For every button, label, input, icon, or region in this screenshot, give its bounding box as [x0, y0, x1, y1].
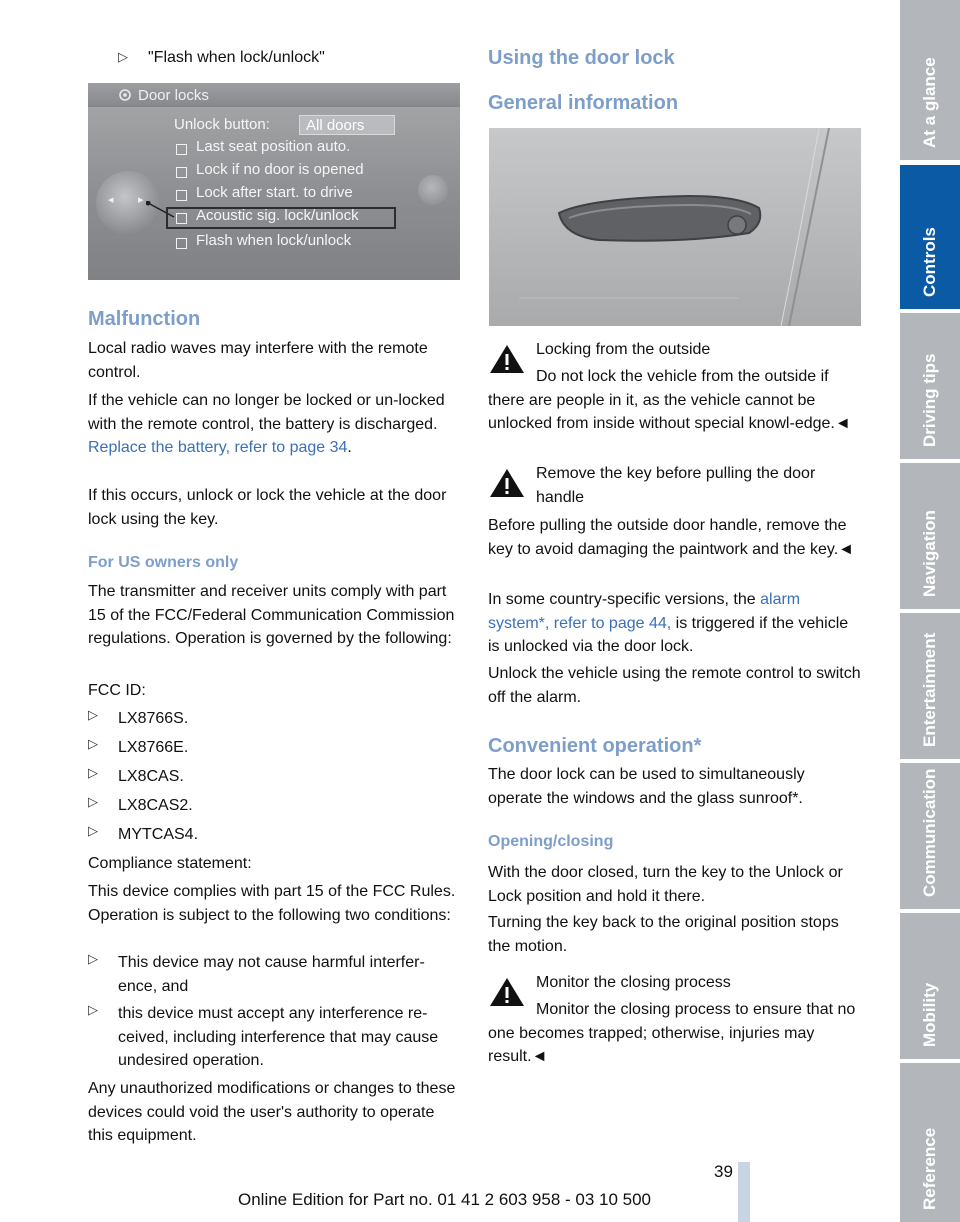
footer-text: Online Edition for Part no. 01 41 2 603 958 - 03 10 500	[238, 1190, 652, 1209]
option-label: Acoustic sig. lock/unlock	[196, 207, 359, 224]
warning-title: Remove the key before pulling the door handle	[536, 465, 816, 506]
settings-tools-icon	[118, 88, 132, 102]
subsection-heading: General information	[488, 92, 679, 114]
page-number-bar	[738, 1162, 750, 1222]
paragraph: In some country-specific versions, the alarm system*, refer to page 44, is triggered if the vehicle is unlocked via the door lock.	[488, 591, 849, 655]
option-label: Lock after start. to drive	[196, 184, 353, 201]
tab-reference[interactable]: Reference	[900, 1063, 960, 1222]
warning-title: Locking from the outside	[536, 341, 711, 358]
option-label: Lock if no door is opened	[196, 161, 364, 178]
paragraph: The door lock can be used to simultaneously operate the windows and the glass sunroof*.	[488, 766, 805, 807]
alarm-system-link[interactable]: alarm system*, refer to page 44,	[488, 591, 801, 632]
tab-entertainment[interactable]: Entertainment	[900, 613, 960, 759]
unlock-button-label: Unlock button:	[174, 116, 270, 133]
warning-text: Before pulling the outside door handle, remove the key to avoid damaging the paintwork and the key.◄	[488, 517, 854, 558]
tab-navigation[interactable]: Navigation	[900, 463, 960, 609]
paragraph: Turning the key back to the original position stops the motion.	[488, 914, 839, 955]
warning-triangle-icon	[488, 467, 526, 501]
section-heading: Using the door lock	[488, 47, 675, 69]
subsection-heading: Opening/closing	[488, 833, 614, 850]
bullet-triangle-icon: ▷	[88, 736, 98, 751]
tab-mobility[interactable]: Mobility	[900, 913, 960, 1059]
bullet-triangle-icon: ▷	[88, 823, 98, 838]
paragraph: Unlock the vehicle using the remote control to switch off the alarm.	[488, 665, 861, 706]
tab-at-a-glance[interactable]: At a glance	[900, 0, 960, 160]
screen-title: Door locks	[138, 87, 209, 104]
compliance-label: Compliance statement:	[88, 855, 252, 872]
checkbox[interactable]	[176, 190, 187, 201]
page-number: 39	[714, 1162, 733, 1181]
checkbox[interactable]	[176, 167, 187, 178]
tab-controls[interactable]: Controls	[900, 165, 960, 309]
list-item: ▷ This device may not cause harmful interfer-ence, and	[88, 951, 425, 995]
tab-driving-tips[interactable]: Driving tips	[900, 313, 960, 459]
list-item: ▷ LX8CAS.	[88, 765, 184, 785]
option-button-icon	[418, 175, 448, 205]
option-label: Last seat position auto.	[196, 138, 351, 155]
door-locks-screen-image	[88, 83, 460, 280]
option-label: Flash when lock/unlock	[196, 232, 352, 249]
door-handle-image	[489, 128, 861, 326]
checkbox[interactable]	[176, 144, 187, 155]
list-item: ▷ LX8CAS2.	[88, 794, 193, 814]
list-item: ▷ LX8766S.	[88, 707, 189, 727]
bullet-triangle-icon: ▷	[118, 49, 128, 64]
list-item: ▷ LX8766E.	[88, 736, 189, 756]
warning-text: Do not lock the vehicle from the outside if there are people in it, as the vehicle cannot be unlocked from inside without special knowl-edge.◄	[488, 368, 851, 432]
paragraph: If this occurs, unlock or lock the vehicle at the door lock using the key.	[88, 487, 447, 528]
controller-knob-icon: ◂ ▸	[96, 171, 160, 235]
list-item: ▷ MYTCAS4.	[88, 823, 199, 843]
battery-link[interactable]: Replace the battery, refer to page 34	[88, 439, 348, 456]
section-heading: Convenient operation*	[488, 735, 702, 757]
bullet-triangle-icon: ▷	[88, 951, 98, 966]
paragraph: If the vehicle can no longer be locked or un-locked with the remote control, the battery is discharged. Replace the battery, refer to page 34.	[88, 392, 445, 456]
chapter-sidebar	[900, 0, 960, 1222]
paragraph: Any unauthorized modifications or changes to these devices could void the user's authority to operate this equipment.	[88, 1080, 456, 1144]
us-owners-heading: For US owners only	[88, 554, 239, 571]
bullet-triangle-icon: ▷	[88, 765, 98, 780]
malfunction-heading: Malfunction	[88, 308, 201, 330]
bullet-triangle-icon: ▷	[88, 1002, 98, 1017]
bullet-triangle-icon: ▷	[88, 794, 98, 809]
paragraph: Local radio waves may interfere with the remote control.	[88, 340, 428, 381]
checkbox[interactable]	[176, 238, 187, 249]
warning-text: Monitor the closing process to ensure that no one becomes trapped; otherwise, injuries may result.◄	[488, 1001, 856, 1065]
list-item: ▷ this device must accept any interference re-ceived, including interference that may cause undesired operation.	[88, 1002, 439, 1069]
paragraph: With the door closed, turn the key to the Unlock or Lock position and hold it there.	[488, 864, 843, 905]
paragraph: This device complies with part 15 of the FCC Rules. Operation is subject to the following two conditions:	[88, 883, 456, 924]
checkbox[interactable]	[176, 213, 187, 224]
tab-communication[interactable]: Communication	[900, 763, 960, 909]
fcc-label: FCC ID:	[88, 682, 146, 699]
bullet-triangle-icon: ▷	[88, 707, 98, 722]
warning-title: Monitor the closing process	[536, 974, 731, 991]
unlock-button-value[interactable]: All doors	[299, 115, 395, 135]
paragraph: The transmitter and receiver units comply with part 15 of the FCC/Federal Communication Commission regulations. Operation is governed by the following:	[88, 583, 455, 647]
door-handle-drawing	[489, 128, 861, 326]
